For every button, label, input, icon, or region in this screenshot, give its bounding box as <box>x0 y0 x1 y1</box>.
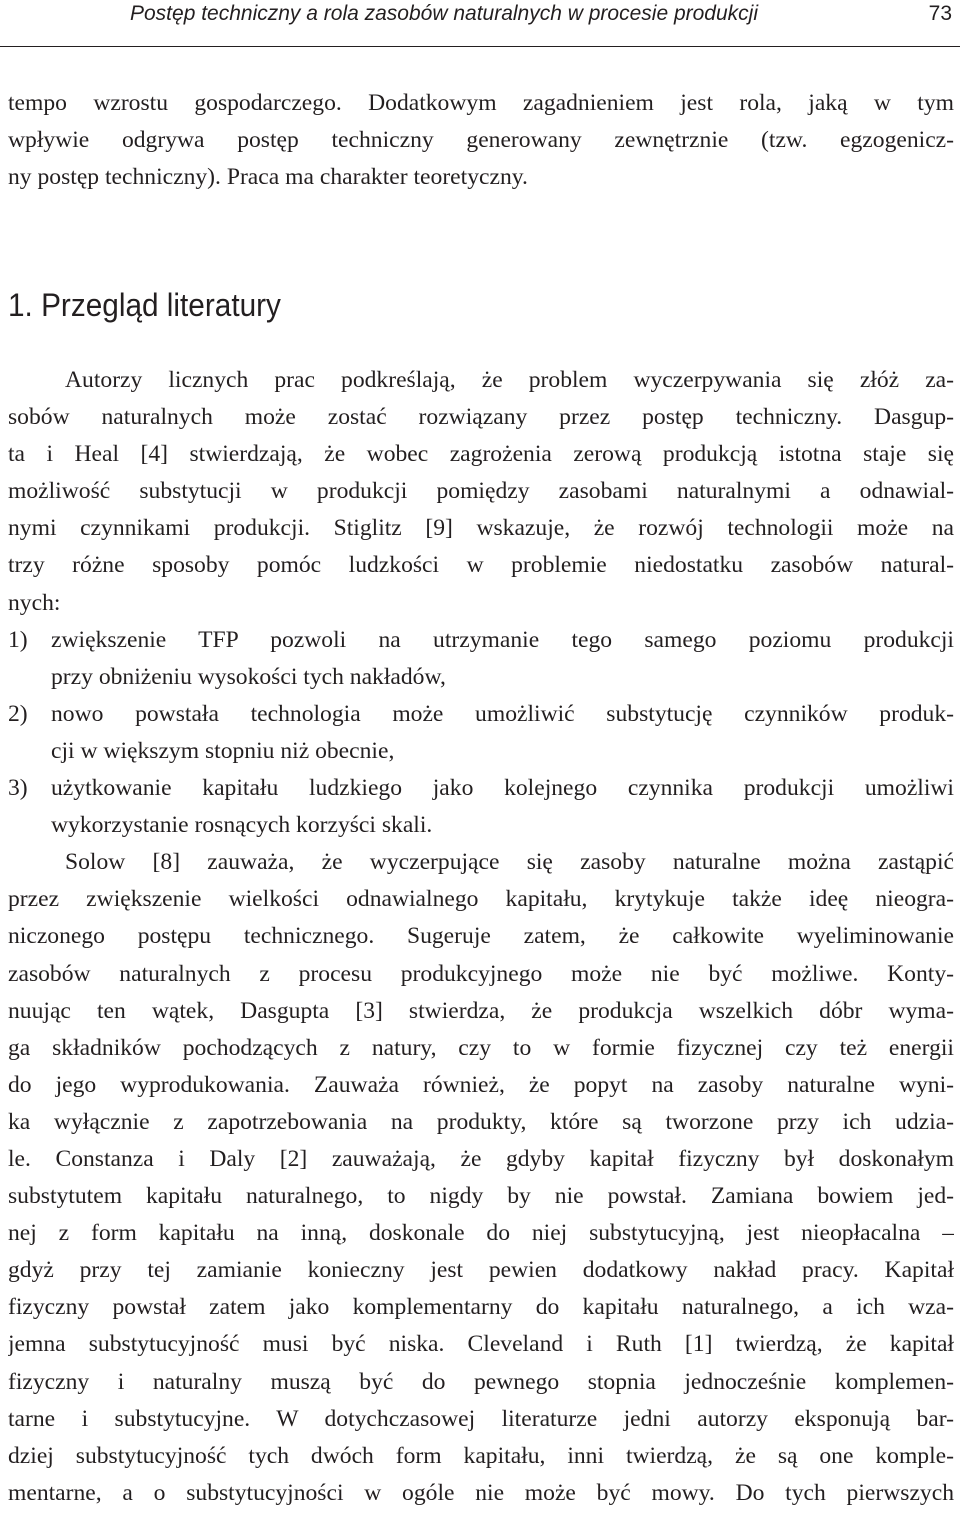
text-line: przez zwiększenie wielkości odnawialnego kapitału, krytykuje także ideę nieogra- <box>8 886 954 913</box>
running-title: Postęp techniczny a rola zasobów naturalnych w procesie produkcji <box>130 2 759 25</box>
text-line: tarne i substytucyjne. W dotychczasowej literaturze jedni autorzy eksponują bar- <box>8 1405 954 1432</box>
text-line: zwiększenie TFP pozwoli na utrzymanie tego samego poziomu produkcji <box>51 626 954 653</box>
text-line: wpływie odgrywa postęp techniczny generowany zewnętrznie (tzw. egzogenicz- <box>8 127 954 154</box>
text-line: Autorzy licznych prac podkreślają, że problem wyczerpywania się złóż za- <box>65 367 954 393</box>
list-marker: 3) <box>8 775 28 802</box>
list-item <box>8 770 954 844</box>
text-line: nych: <box>8 589 61 616</box>
text-line: ta i Heal [4] stwierdzają, że wobec zagrożenia zerową produkcją istotna staje się <box>8 441 954 468</box>
text-line: le. Constanza i Daly [2] zauważają, że gdyby kapitał fizyczny był doskonałym <box>8 1145 954 1172</box>
intro-paragraph <box>8 85 954 196</box>
text-line: nuując ten wątek, Dasgupta [3] stwierdza, że produkcja wszelkich dóbr wyma- <box>8 997 954 1024</box>
text-line: przy obniżeniu wysokości tych nakładów, <box>51 663 446 690</box>
running-header <box>0 0 960 47</box>
text-line: sobów naturalnych może zostać rozwiązany przez postęp techniczny. Dasgup- <box>8 404 954 431</box>
list-marker: 1) <box>8 626 28 653</box>
text-line: fizyczny i naturalny muszą być do pewnego stopnia jednocześnie komplemen- <box>8 1368 954 1395</box>
text-line: ka wyłącznie z zapotrzebowania na produkty, które są tworzone przy ich udzia- <box>8 1108 954 1135</box>
text-line: fizyczny powstał zatem jako komplementarny do kapitału naturalnego, a ich wza- <box>8 1294 954 1321</box>
section-heading: 1. Przegląd literatury <box>8 287 281 323</box>
list-marker: 2) <box>8 700 28 727</box>
text-line: nymi czynnikami produkcji. Stiglitz [9] wskazuje, że rozwój technologii może na <box>8 515 954 542</box>
text-line: Solow [8] zauważa, że wyczerpujące się zasoby naturalne można zastąpić <box>65 849 954 876</box>
text-line: gdyż przy tej zamianie konieczny jest pewien dodatkowy nakład pracy. Kapitał <box>8 1257 954 1284</box>
text-line: możliwość substytucji w produkcji pomiędzy zasobami naturalnymi a odnawial- <box>8 478 954 505</box>
text-line: tempo wzrostu gospodarczego. Dodatkowym zagadnieniem jest rola, jaką w tym <box>8 90 954 116</box>
text-line: jemna substytucyjność musi być niska. Cleveland i Ruth [1] twierdzą, że kapitał <box>8 1331 954 1358</box>
text-line: nej z form kapitału na inną, doskonale do niej substytucyjną, jest nieopłacalna – <box>8 1220 954 1247</box>
list-item <box>8 696 954 770</box>
text-line: do jego wyprodukowania. Zauważa również, że popyt na zasoby naturalne wyni- <box>8 1071 954 1098</box>
text-line: substytutem kapitału naturalnego, to nigdy by nie powstał. Zamiana bowiem jed- <box>8 1183 954 1210</box>
text-line: nowo powstała technologia może umożliwić substytucję czynników produk- <box>51 700 954 727</box>
text-line: użytkowanie kapitału ludzkiego jako kolejnego czynnika produkcji umożliwi <box>51 775 954 802</box>
paragraph-1 <box>8 362 954 1512</box>
text-line: wykorzystanie rosnących korzyści skali. <box>51 812 433 839</box>
text-line: ga składników pochodzących z natury, czy to w formie fizycznej czy też energii <box>8 1034 954 1061</box>
text-line: cji w większym stopniu niż obecnie, <box>51 737 395 764</box>
text-line: trzy różne sposoby pomóc ludzkości w problemie niedostatku zasobów natural- <box>8 552 954 579</box>
page-number: 73 <box>928 2 952 25</box>
text-line: zasobów naturalnych z procesu produkcyjnego może nie być możliwe. Konty- <box>8 960 954 987</box>
text-line: dziej substytucyjność tych dwóch form kapitału, inni twierdzą, że są one komple- <box>8 1442 954 1469</box>
text-line: niczonego postępu technicznego. Sugeruje zatem, że całkowite wyeliminowanie <box>8 923 954 950</box>
text-line: mentarne, a o substytucyjności w ogóle nie może być mowy. Do tych pierwszych <box>8 1479 954 1506</box>
list-item <box>8 622 954 696</box>
text-line: ny postęp techniczny). Praca ma charakter teoretyczny. <box>8 164 528 191</box>
